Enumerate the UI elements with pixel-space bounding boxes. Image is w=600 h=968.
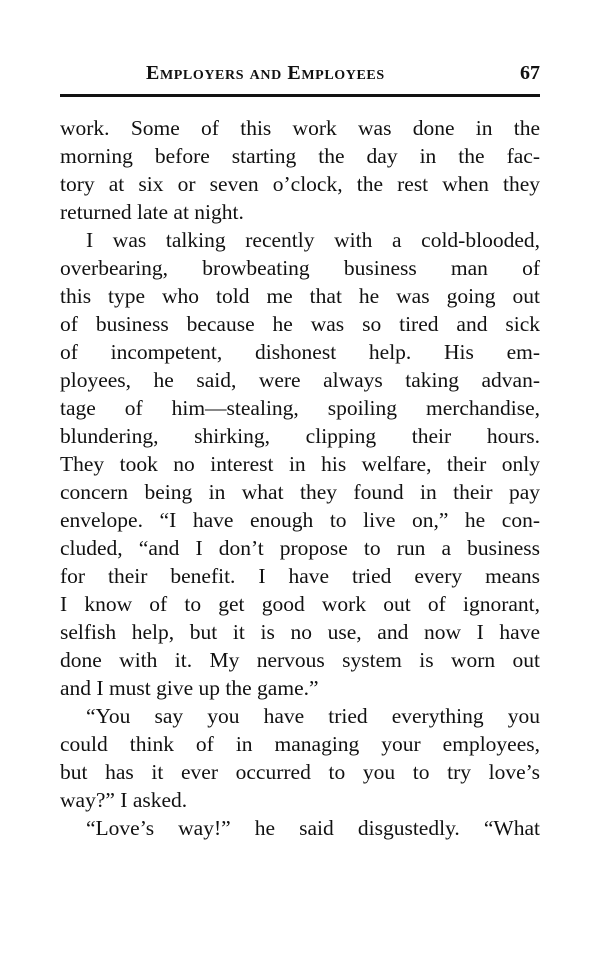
text-line: of business because he was so tired and sick — [60, 312, 540, 336]
text-line: but has it ever occurred to you to try love’s — [60, 760, 540, 784]
text-line: returned late at night. — [60, 200, 244, 224]
text-line: I was talking recently with a cold-blooded, — [86, 228, 540, 252]
text-line: and I must give up the game.” — [60, 676, 319, 700]
text-line: of incompetent, dishonest help. His em- — [60, 340, 540, 364]
text-line: morning before starting the day in the fac- — [60, 144, 540, 168]
text-line: concern being in what they found in their pay — [60, 480, 540, 504]
text-line: could think of in managing your employees, — [60, 732, 540, 756]
running-head: Employers and Employees — [146, 62, 385, 84]
text-line: way?” I asked. — [60, 788, 188, 812]
text-line: selfish help, but it is no use, and now I have — [60, 620, 540, 644]
text-line: overbearing, browbeating business man of — [60, 256, 540, 280]
text-line: done with it. My nervous system is worn out — [60, 648, 540, 672]
text-line: tage of him—stealing, spoiling merchandise, — [60, 396, 540, 420]
text-line: They took no interest in his welfare, their only — [60, 452, 540, 476]
text-line: cluded, “and I don’t propose to run a business — [60, 536, 540, 560]
text-line: ployees, he said, were always taking advan- — [60, 368, 540, 392]
text-line: “Love’s way!” he said disgustedly. “What — [86, 816, 540, 840]
text-line: work. Some of this work was done in the — [60, 116, 540, 140]
text-line: blundering, shirking, clipping their hours. — [60, 424, 540, 448]
page-header — [60, 60, 540, 90]
text-line: I know of to get good work out of ignorant, — [60, 592, 540, 616]
text-line: “You say you have tried everything you — [86, 704, 540, 728]
text-line: envelope. “I have enough to live on,” he con- — [60, 508, 540, 532]
text-line: this type who told me that he was going out — [60, 284, 540, 308]
text-line: tory at six or seven o’clock, the rest when they — [60, 172, 540, 196]
page-number: 67 — [520, 62, 540, 84]
header-rule — [60, 94, 540, 97]
body-text — [60, 114, 540, 842]
text-line: for their benefit. I have tried every means — [60, 564, 540, 588]
